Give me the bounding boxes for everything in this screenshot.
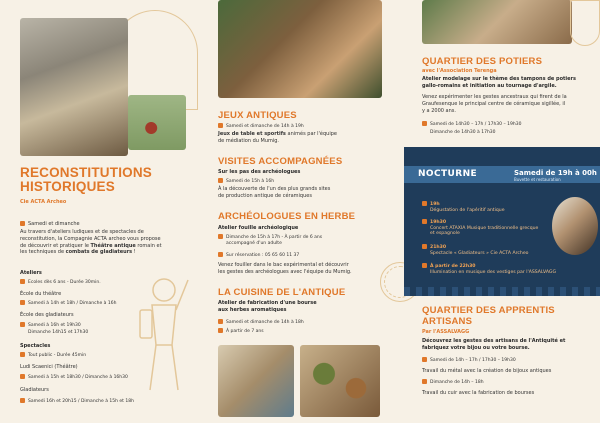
clock-icon xyxy=(422,244,427,249)
ecole-glad-heading: École des gladiateurs xyxy=(20,312,74,318)
intro-line-1: Au travers d'ateliers ludiques et de spectacles de xyxy=(20,229,144,235)
cuisine-subtitle xyxy=(218,300,368,314)
spectacles-heading: Spectacles xyxy=(20,343,51,349)
intro-combat-bold: combats de gladiateurs xyxy=(65,249,133,256)
info-icon xyxy=(20,352,25,357)
photo-theatre-actors xyxy=(20,18,128,156)
cuisine-sub-1: Atelier de fabrication d'une bourse xyxy=(218,300,317,306)
apprentis-time-2-text: Dimanche de 14h – 18h xyxy=(430,380,484,385)
nocturne-header xyxy=(404,166,600,183)
calendar-icon xyxy=(20,374,25,379)
nocturne-item-2-time: 19h30 xyxy=(430,220,447,225)
section-title-potiers: QUARTIER DES POTIERS xyxy=(422,56,543,67)
nocturne-item-2-text-b: et espagnole xyxy=(430,231,460,237)
calendar-icon xyxy=(218,234,223,239)
intro-line-3: de découvrir et pratiquer le xyxy=(20,242,89,249)
ateliers-info-text: Ecoles dès 6 ans - Durée 30min. xyxy=(28,280,101,285)
nocturne-item-1 xyxy=(422,201,505,213)
apprentis-bold-1: Découvrez les gestes des artisans de l'Antiquité et xyxy=(422,338,566,344)
cuisine-age xyxy=(218,328,264,335)
calendar-icon xyxy=(218,123,223,128)
jeux-description xyxy=(218,131,368,145)
dates-text: Samedi et dimanche xyxy=(28,221,80,227)
column-activities xyxy=(200,0,400,423)
spectacles-info xyxy=(20,352,86,359)
apprentis-subtitle: Par l'ASSALVAGG xyxy=(422,329,470,335)
visites-description xyxy=(218,186,368,200)
apprentis-bold-2: fabriquez votre bijou ou votre bourse. xyxy=(422,344,530,351)
potiers-subtitle: avec l'Association Terenga xyxy=(422,68,497,74)
gladiateurs-time-text: Samedi 16h et 20h15 / Dimanche à 15h et 18h xyxy=(28,399,134,404)
photo-gladiator-combat xyxy=(128,95,186,150)
section-title-apprentis xyxy=(422,306,597,327)
intro-line-2: reconstitution, la Compagnie ACTA archeo vous propose xyxy=(20,235,161,242)
calendar-icon xyxy=(20,300,25,305)
arch-description xyxy=(218,262,378,276)
ecole-glad-time-1-text: Samedi à 16h et 19h30 xyxy=(28,323,81,328)
nocturne-item-2-text: Concert ATAXIA Musique traditionnelle grecque xyxy=(430,225,539,231)
nocturne-subtitle: Buvette et restauration xyxy=(514,177,561,182)
nocturne-title: NOCTURNE xyxy=(418,169,478,179)
calendar-icon xyxy=(218,178,223,183)
intro-line-4: les techniques de xyxy=(20,249,65,256)
clock-icon xyxy=(422,219,427,224)
ateliers-info xyxy=(20,279,101,286)
potiers-time-1 xyxy=(422,121,521,128)
photo-herb-pouch xyxy=(218,345,294,417)
arch-subtitle: Atelier fouille archéologique xyxy=(218,225,299,231)
apprentis-desc-1: Travail du métal avec la création de bijoux antiques xyxy=(422,368,552,374)
spectacles-info-text: Tout public - Durée 45min xyxy=(28,353,87,358)
nocturne-item-1-text: Dégustation de l'apéritif antique xyxy=(430,207,505,213)
visites-desc-1: À la découverte de l'un des plus grands sites xyxy=(218,186,331,192)
section-title-reconstitutions xyxy=(20,166,152,194)
nocturne-item-4-text: Illumination en musique des vestiges par l'ASSALVAGG xyxy=(430,269,557,275)
section-title-cuisine: LA CUISINE DE L'ANTIQUE xyxy=(218,287,346,298)
apprentis-desc-2: Travail du cuir avec la fabrication de bourses xyxy=(422,390,535,396)
apprentis-title-2: ARTISANS xyxy=(422,315,473,327)
ecole-glad-time-2: Dimanche 14h15 et 17h30 xyxy=(28,330,89,335)
apprentis-time-2 xyxy=(422,379,484,386)
calendar-icon xyxy=(20,221,25,226)
cuisine-time xyxy=(218,319,304,326)
decorative-arch-top xyxy=(570,0,600,46)
cuisine-time-text: Samedi et dimanche de 14h à 18h xyxy=(226,320,304,325)
calendar-icon xyxy=(218,319,223,324)
gladiateurs-time xyxy=(20,398,134,405)
photo-aromatic-herbs xyxy=(300,345,380,417)
arch-time-text: Dimanche de 15h à 17h - À partir de 6 ans xyxy=(226,235,323,240)
section-title-jeux: JEUX ANTIQUES xyxy=(218,110,297,121)
potiers-bold-intro xyxy=(422,76,597,90)
section-title-archeologues: ARCHÉOLOGUES EN HERBE xyxy=(218,211,356,222)
nocturne-item-4 xyxy=(422,263,556,275)
visites-time-text: Samedi de 15h à 16h xyxy=(226,179,275,184)
calendar-icon xyxy=(20,398,25,403)
column-reconstitutions xyxy=(0,0,200,423)
jeux-desc-bold: Jeux de table et sportifs xyxy=(218,131,286,137)
potiers-description xyxy=(422,94,597,114)
apprentis-time-1-text: Samedi de 14h – 17h / 17h30 – 19h30 xyxy=(430,358,516,363)
title-line-2: HISTORIQUES xyxy=(20,179,115,194)
jeux-time xyxy=(218,123,304,130)
intro-line-3c: romain et xyxy=(137,242,162,249)
visites-time xyxy=(218,178,274,185)
jeux-time-text: Samedi et dimanche de 14h à 19h xyxy=(226,124,304,129)
cuisine-sub-2: aux herbes aromatiques xyxy=(218,306,287,313)
calendar-icon xyxy=(422,121,427,126)
jeux-desc-2: de médiation du Mumig. xyxy=(218,137,280,144)
ecole-theatre-time-text: Samedi à 14h et 18h / Dimanche à 16h xyxy=(28,301,117,306)
clock-icon xyxy=(422,201,427,206)
nocturne-item-3-time: 21h30 xyxy=(430,245,447,250)
calendar-icon xyxy=(20,322,25,327)
section-title-visites: VISITES ACCOMPAGNÉES xyxy=(218,156,343,167)
potiers-bold-2: gallo-romains et initiation au tournage d'argile. xyxy=(422,82,557,89)
potiers-desc-2: Graufesenque le principal centre de céramique sigillée, il xyxy=(422,100,566,107)
title-line-1: RECONSTITUTIONS xyxy=(20,165,153,180)
jeux-desc-1b: animés par l'équipe xyxy=(287,131,337,137)
photo-musicians xyxy=(552,197,598,255)
nocturne-decorative-band xyxy=(404,287,600,296)
arch-reservation-text: Sur réservation : 05 65 60 11 37 xyxy=(226,253,300,258)
arch-time xyxy=(218,234,368,247)
ludi-heading: Ludi Scaenici (Théâtre) xyxy=(20,364,78,370)
intro-line-4c: ! xyxy=(133,249,136,256)
ludi-time xyxy=(20,374,128,381)
visites-desc-2: de production antique de céramiques xyxy=(218,192,312,199)
potiers-bold-1: Atelier modelage sur le thème des tampons de potiers xyxy=(422,76,576,82)
potiers-time-1-text: Samedi de 14h30 – 17h / 17h30 – 19h30 xyxy=(430,122,522,127)
nocturne-item-2 xyxy=(422,219,572,237)
potiers-time-2: Dimanche de 14h30 à 17h30 xyxy=(430,130,496,135)
photo-antique-banquet xyxy=(218,0,382,98)
dates-line xyxy=(20,221,190,227)
gladiator-illustration-icon xyxy=(138,250,190,410)
info-icon xyxy=(218,328,223,333)
nocturne-item-4-time: À partir de 22h30 xyxy=(430,264,476,269)
ecole-glad-time-1 xyxy=(20,322,81,329)
nocturne-item-1-time: 19h xyxy=(430,202,440,207)
ecole-theatre-time xyxy=(20,300,116,307)
arch-desc-1: Venez fouiller dans le bac expérimental et découvrir xyxy=(218,262,349,268)
visites-subtitle: Sur les pas des archéologues xyxy=(218,169,301,175)
info-icon xyxy=(20,279,25,284)
arch-desc-2: les gestes des archéologues avec l'équipe du Mumig. xyxy=(218,268,352,275)
nocturne-item-3-text: Spectacle « Gladiateurs » Cie ACTA Archeo xyxy=(430,250,529,256)
nocturne-time: Samedi de 19h à 00h xyxy=(514,169,597,177)
section-apprentis xyxy=(422,306,597,327)
company-name: Cie ACTA Archeo xyxy=(20,199,67,205)
nocturne-item-3 xyxy=(422,244,528,256)
ecole-theatre-heading: École du théâtre xyxy=(20,291,62,297)
potiers-desc-3: y a 2000 ans. xyxy=(422,107,456,114)
clock-icon xyxy=(422,263,427,268)
cuisine-age-text: À partir de 7 ans xyxy=(226,329,264,334)
calendar-icon xyxy=(422,357,427,362)
apprentis-time-1 xyxy=(422,357,516,364)
phone-icon xyxy=(218,252,223,257)
gladiateurs-heading: Gladiateurs xyxy=(20,387,49,393)
nocturne-panel xyxy=(404,147,600,296)
ateliers-heading: Ateliers xyxy=(20,270,42,276)
arch-time-text-b: accompagné d'un adulte xyxy=(226,241,282,247)
calendar-icon xyxy=(422,379,427,384)
photo-potters-workshop xyxy=(422,0,572,44)
apprentis-bold-intro xyxy=(422,338,597,352)
intro-theatre-bold: Théâtre antique xyxy=(90,242,136,249)
arch-reservation xyxy=(218,252,299,259)
ludi-time-text: Samedi à 15h et 18h30 / Dimanche à 16h30 xyxy=(28,375,128,380)
apprentis-title-1: QUARTIER DES APPRENTIS xyxy=(422,305,555,316)
potiers-desc-1: Venez expérimenter les gestes ancestraux qui firent de la xyxy=(422,94,567,100)
